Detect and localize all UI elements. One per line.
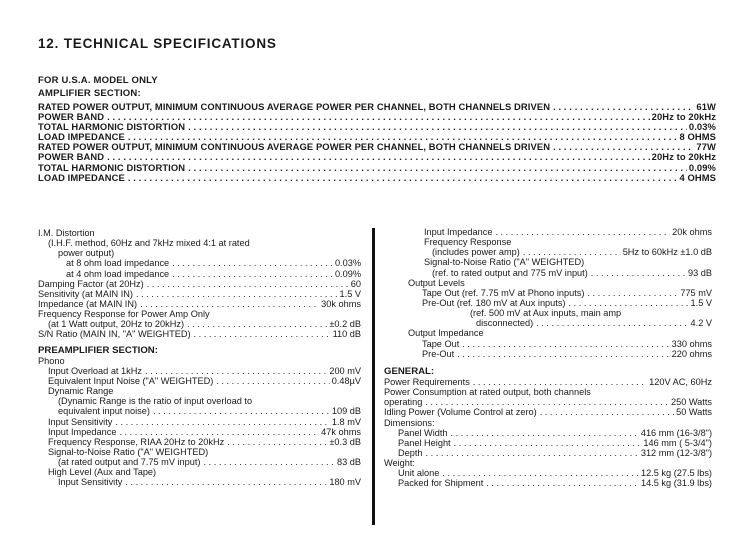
spec-value: 77W <box>696 142 716 153</box>
leader-dots <box>451 438 642 448</box>
leader-dots <box>422 397 669 407</box>
spec-label: (includes power amp) <box>432 247 520 258</box>
high-level-heading: High Level (Aux and Tape) <box>48 467 157 478</box>
leader-dots <box>169 258 333 268</box>
leader-dots <box>191 329 331 339</box>
leader-dots <box>125 132 678 142</box>
spec-label: Pre-Out <box>422 348 455 359</box>
spec-value: 1.5 V <box>339 288 361 299</box>
spec-value: 14.5 kg (31.9 lbs) <box>641 478 712 489</box>
spec-row <box>38 376 361 386</box>
leader-dots <box>566 298 689 308</box>
spec-value: 312 mm (12-3/8") <box>640 447 712 458</box>
spec-label: Impedance (at MAIN IN) <box>38 298 138 309</box>
spec-value: 220 ohms <box>671 348 712 359</box>
spec-row <box>38 279 361 289</box>
leader-dots <box>483 478 639 488</box>
snr-heading: Signal-to-Noise Ratio ("A" WEIGHTED) <box>48 446 209 457</box>
spec-label: Panel Width <box>398 427 448 438</box>
leader-dots <box>122 477 327 487</box>
spec-row <box>384 339 712 349</box>
spec-value: 5Hz to 60kHz ±1.0 dB <box>622 247 712 258</box>
spec-label: Tape Out <box>422 338 460 349</box>
spec-label: TOTAL HARMONIC DISTORTION <box>38 162 186 173</box>
leader-dots <box>454 349 669 359</box>
spec-value: 1.8 mV <box>331 416 361 427</box>
leader-dots <box>550 102 694 112</box>
leader-dots <box>104 152 650 162</box>
spec-value: 12.5 kg (27.5 lbs) <box>641 468 712 479</box>
spec-value: ±0.2 dB <box>329 319 361 330</box>
leader-dots <box>169 269 333 279</box>
spec-value: 0.09% <box>334 268 361 279</box>
dynamic-range-heading: Dynamic Range <box>48 386 114 397</box>
dynamic-range-desc: (Dynamic Range is the ratio of input overload to <box>58 396 253 407</box>
leader-dots <box>185 122 687 132</box>
spec-row <box>38 477 361 487</box>
leader-dots <box>537 407 674 417</box>
spec-label: Input Overload at 1kHz <box>48 365 142 376</box>
spec-row <box>38 122 716 132</box>
spec-row <box>38 269 361 279</box>
leader-dots <box>470 377 647 387</box>
spec-value: 83 dB <box>336 457 361 468</box>
spec-label: (ref. to rated output and 775 mV input) <box>432 267 588 278</box>
spec-value: 20k ohms <box>672 227 712 237</box>
spec-value: 330 ohms <box>671 338 712 349</box>
page-title: 12. TECHNICAL SPECIFICATIONS <box>38 36 277 51</box>
spec-label: S/N Ratio (MAIN IN, "A" WEIGHTED) <box>38 329 191 340</box>
spec-value: 0.03% <box>688 122 716 133</box>
spec-row <box>38 289 361 299</box>
spec-value: 416 mm (16-3/8") <box>640 427 712 438</box>
spec-label: Input Sensitivity <box>48 416 113 427</box>
spec-value: ±0.3 dB <box>329 436 361 447</box>
right-spec-column <box>384 227 712 489</box>
spec-row <box>384 407 712 417</box>
spec-label: RATED POWER OUTPUT, MINIMUM CONTINUOUS AVERAGE POWER PER CHANNEL, BOTH CHANNELS DRIVEN <box>38 142 551 153</box>
spec-row <box>384 448 712 458</box>
spec-value: 61W <box>696 102 716 112</box>
spec-label: Depth <box>398 447 423 458</box>
leader-dots <box>142 366 327 376</box>
spec-row <box>38 173 716 183</box>
leader-dots <box>492 227 670 237</box>
spec-value: 4.2 V <box>690 318 712 329</box>
column-divider <box>372 228 375 525</box>
spec-row <box>384 349 712 359</box>
leader-dots <box>533 318 688 328</box>
spec-row <box>38 427 361 437</box>
leader-dots <box>112 417 330 427</box>
spec-label: Idling Power (Volume Control at zero) <box>384 407 537 418</box>
spec-row <box>384 428 712 438</box>
pre-out-ref-note: (ref. 500 mV at Aux inputs, main amp <box>470 308 622 319</box>
spec-value: 0.03% <box>334 258 361 269</box>
spec-row <box>38 163 716 173</box>
spec-row <box>384 288 712 298</box>
dimensions-heading: Dimensions: <box>384 417 435 428</box>
output-levels-heading: Output Levels <box>408 277 465 288</box>
spec-row <box>38 417 361 427</box>
amplifier-specs <box>38 102 716 183</box>
leader-dots <box>584 288 678 298</box>
spec-label: disconnected) <box>476 318 534 329</box>
spec-row <box>384 478 712 488</box>
snr-heading: Signal-to-Noise Ratio ("A" WEIGHTED) <box>424 257 585 268</box>
spec-row <box>384 268 712 278</box>
spec-value: 1.5 V <box>690 297 712 308</box>
spec-row <box>38 406 361 416</box>
leader-dots <box>184 319 327 329</box>
spec-row <box>38 366 361 376</box>
spec-label: Input Impedance <box>48 426 117 437</box>
leader-dots <box>459 339 669 349</box>
weight-heading: Weight: <box>384 458 415 469</box>
power-consumption-heading: Power Consumption at rated output, both channels <box>384 387 591 398</box>
spec-row <box>38 329 361 339</box>
model-note: FOR U.S.A. MODEL ONLY <box>38 75 158 86</box>
leader-dots <box>439 468 639 478</box>
spec-row <box>38 258 361 268</box>
spec-value: 4 OHMS <box>679 172 716 183</box>
spec-value: 50 Watts <box>676 407 712 418</box>
spec-value: 109 dB <box>331 406 361 417</box>
spec-row <box>384 468 712 478</box>
spec-label: Input Sensitivity <box>58 477 123 488</box>
spec-row <box>384 377 712 387</box>
ihf-method-note: (I.H.F. method, 60Hz and 7kHz mixed 4:1 at rated <box>48 238 250 249</box>
leader-dots <box>550 142 694 152</box>
spec-row <box>384 438 712 448</box>
spec-value: 0.48µV <box>331 375 361 386</box>
spec-label: POWER BAND <box>38 112 105 123</box>
spec-value: 120V AC, 60Hz <box>649 376 712 387</box>
leader-dots <box>185 163 687 173</box>
spec-value: 30k ohms <box>321 298 361 309</box>
spec-label: Pre-Out (ref. 180 mV at Aux inputs) <box>422 297 566 308</box>
spec-row <box>38 437 361 447</box>
spec-label: (at 1 Watt output, 20Hz to 20kHz) <box>48 319 184 330</box>
spec-row <box>38 112 716 122</box>
spec-label: equivalent input noise) <box>58 406 150 417</box>
leader-dots <box>116 427 319 437</box>
spec-label: Packed for Shipment <box>398 478 484 489</box>
spec-label: TOTAL HARMONIC DISTORTION <box>38 122 186 133</box>
spec-label: Frequency Response, RIAA 20Hz to 20kHz <box>48 436 225 447</box>
spec-row <box>38 132 716 142</box>
left-spec-column <box>38 228 361 488</box>
spec-row <box>38 102 716 112</box>
output-impedance-heading: Output Impedance <box>408 328 484 339</box>
spec-label: Damping Factor (at 20Hz) <box>38 278 144 289</box>
spec-label: Tape Out (ref. 7.75 mV at Phono inputs) <box>422 287 585 298</box>
spec-label: (at rated output and 7.75 mV input) <box>58 457 201 468</box>
leader-dots <box>133 289 338 299</box>
leader-dots <box>137 299 319 309</box>
spec-label: operating <box>384 397 423 408</box>
spec-value: 60 <box>350 278 361 289</box>
spec-row <box>38 457 361 467</box>
leader-dots <box>213 376 329 386</box>
spec-label: at 4 ohm load impedance <box>66 268 170 279</box>
spec-value: 250 Watts <box>670 397 712 408</box>
amplifier-section-header: AMPLIFIER SECTION: <box>38 88 141 99</box>
spec-value: 775 mV <box>680 287 712 298</box>
general-section-header: GENERAL: <box>384 365 435 377</box>
leader-dots <box>448 428 639 438</box>
leader-dots <box>588 268 686 278</box>
spec-row <box>38 152 716 162</box>
leader-dots <box>423 448 639 458</box>
spec-row <box>38 319 361 329</box>
spec-value: 110 dB <box>332 329 361 340</box>
spec-label: LOAD IMPEDANCE <box>38 132 125 143</box>
power-output-note: power output) <box>58 248 115 259</box>
spec-label: RATED POWER OUTPUT, MINIMUM CONTINUOUS AVERAGE POWER PER CHANNEL, BOTH CHANNELS DRIVEN <box>38 102 551 112</box>
spec-row <box>384 397 712 407</box>
spec-row <box>384 298 712 308</box>
spec-row <box>384 227 712 237</box>
spec-label: Equivalent Input Noise ("A" WEIGHTED) <box>48 375 214 386</box>
freq-response-heading: Frequency Response for Power Amp Only <box>38 309 210 320</box>
phono-heading: Phono <box>38 355 65 366</box>
spec-value: 200 mV <box>329 365 361 376</box>
spec-label: Panel Height <box>398 437 451 448</box>
im-distortion-heading: I.M. Distortion <box>38 228 95 238</box>
preamp-section-header: PREAMPLIFIER SECTION: <box>38 344 158 356</box>
spec-row <box>38 142 716 152</box>
leader-dots <box>224 437 327 447</box>
spec-value: 20Hz to 20kHz <box>651 112 716 123</box>
spec-value: 180 mV <box>329 477 361 488</box>
spec-value: 47k ohms <box>321 426 361 437</box>
leader-dots <box>125 173 678 183</box>
leader-dots <box>201 457 335 467</box>
spec-row <box>384 247 712 257</box>
spec-value: 20Hz to 20kHz <box>651 152 716 163</box>
spec-value: 93 dB <box>687 267 712 278</box>
spec-label: Power Requirements <box>384 376 470 387</box>
spec-label: Sensitivity (at MAIN IN) <box>38 288 133 299</box>
spec-row <box>384 318 712 328</box>
leader-dots <box>144 279 349 289</box>
spec-label: Unit alone <box>398 468 440 479</box>
spec-row <box>38 299 361 309</box>
spec-label: Input Impedance <box>424 227 493 237</box>
spec-value: 8 OHMS <box>679 132 716 143</box>
spec-value: 146 mm ( 5-3/4") <box>643 437 712 448</box>
leader-dots <box>150 406 330 416</box>
spec-label: LOAD IMPEDANCE <box>38 172 125 183</box>
spec-label: at 8 ohm load impedance <box>66 258 170 269</box>
leader-dots <box>520 247 621 257</box>
freq-response-heading: Frequency Response <box>424 237 512 248</box>
spec-value: 0.09% <box>688 162 716 173</box>
spec-label: POWER BAND <box>38 152 105 163</box>
leader-dots <box>104 112 650 122</box>
